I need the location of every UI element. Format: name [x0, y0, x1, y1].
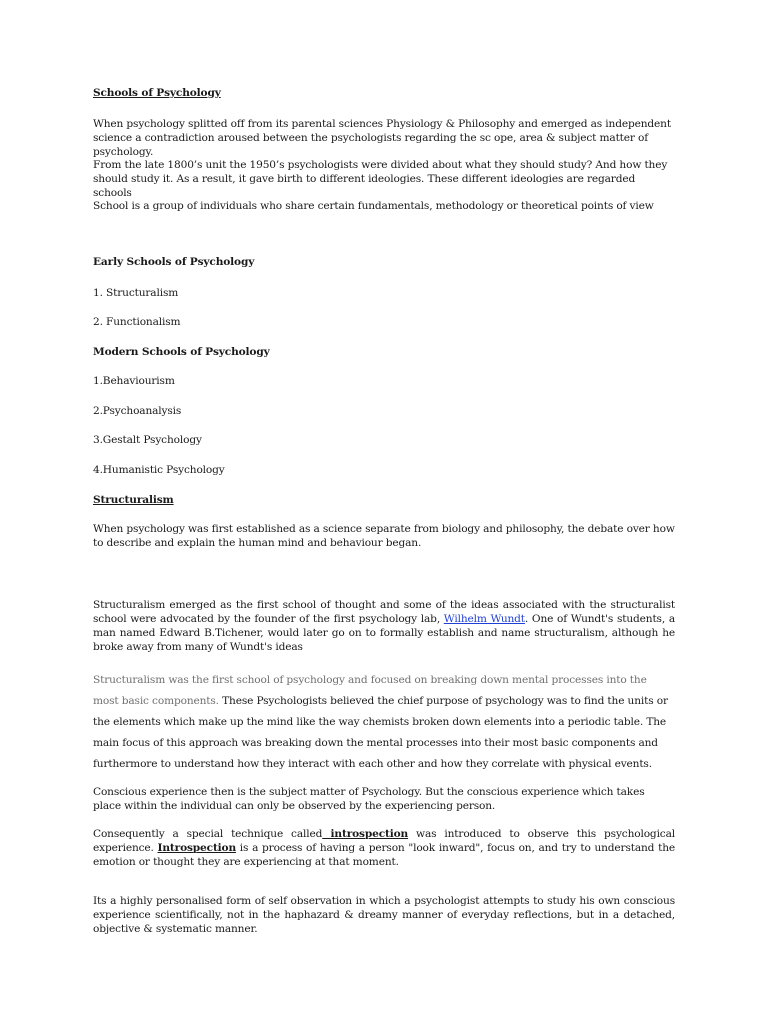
paragraph-debate: When psychology was first established as a science separate from biology and philosophy, the debate over how to describe and explain the human mind and behaviour began.: [93, 523, 675, 549]
list-item-early-2: 2. Functionalism: [93, 316, 181, 328]
introspection-term: introspection: [322, 828, 409, 840]
heading-structuralism: Structuralism: [93, 494, 174, 506]
list-item-modern-2: 2.Psychoanalysis: [93, 405, 182, 417]
paragraph-structuralism-focus: [93, 670, 675, 775]
paragraph-introspection: [93, 827, 675, 869]
paragraph-structuralism-origin: [93, 598, 675, 654]
heading-early-schools: Early Schools of Psychology: [93, 256, 255, 268]
focus-quote-text: Structuralism was the first school of psychology and focused on breaking down mental processes into the most basic components.: [93, 674, 647, 707]
paragraph-history: From the late 1800’s unit the 1950’s psychologists were divided about what they should study? And how they should study it. As a result, it gave birth to different ideologies. These different ideologies are regarded schools: [93, 159, 668, 199]
origin-text-b: . One of Wundt's students, a man named Edward B.Tichener, would later go on to formally establish and name structuralism, although he broke away from many of Wundt's ideas: [93, 613, 675, 653]
heading-modern-schools: Modern Schools of Psychology: [93, 346, 270, 358]
list-item-modern-1: 1.Behaviourism: [93, 375, 175, 387]
paragraph-self-observation: Its a highly personalised form of self observation in which a psychologist attempts to study his own conscious experience scientifically, not in the haphazard & dreamy manner of everyday reflections, but in a detached, objective & systematic manner.: [93, 895, 675, 935]
list-item-early-1: 1. Structuralism: [93, 287, 179, 299]
list-item-modern-3: 3.Gestalt Psychology: [93, 434, 202, 446]
introspection-text-c: is a process of having a person "look inward", focus on, and try to understand the emotion or thought they are experiencing at that moment.: [93, 842, 675, 868]
introspection-text-b: was introduced to observe this psychological experience.: [93, 828, 675, 854]
paragraph-definition: School is a group of individuals who share certain fundamentals, methodology or theoretical points of view: [93, 200, 654, 212]
paragraph-conscious-experience: Conscious experience then is the subject matter of Psychology. But the conscious experience which takes place within the individual can only be observed by the experiencing person.: [93, 786, 645, 812]
introspection-text-a: Consequently a special technique called: [93, 828, 323, 840]
focus-text: These Psychologists believed the chief purpose of psychology was to find the units or the elements which make up the mind like the way chemists broken down elements into a periodic table. The main focus of this approach was breaking down the mental processes into their most basic components and furthermore to understand how they interact with each other and how they correlate with physical events.: [93, 695, 668, 770]
introspection-term-2: Introspection: [157, 842, 237, 854]
doc-title: Schools of Psychology: [93, 87, 221, 99]
list-item-modern-4: 4.Humanistic Psychology: [93, 464, 225, 476]
paragraph-intro: When psychology splitted off from its parental sciences Physiology & Philosophy and emerged as independent science a contradiction aroused between the psychologists regarding the sc ope, area & subject matter of psychology.: [93, 118, 671, 158]
origin-text-a: Structuralism emerged as the first school of thought and some of the ideas associated with the structuralist school were advocated by the founder of the first psychology lab,: [93, 599, 675, 625]
wilhelm-wundt-link[interactable]: Wilhelm Wundt: [443, 613, 525, 625]
